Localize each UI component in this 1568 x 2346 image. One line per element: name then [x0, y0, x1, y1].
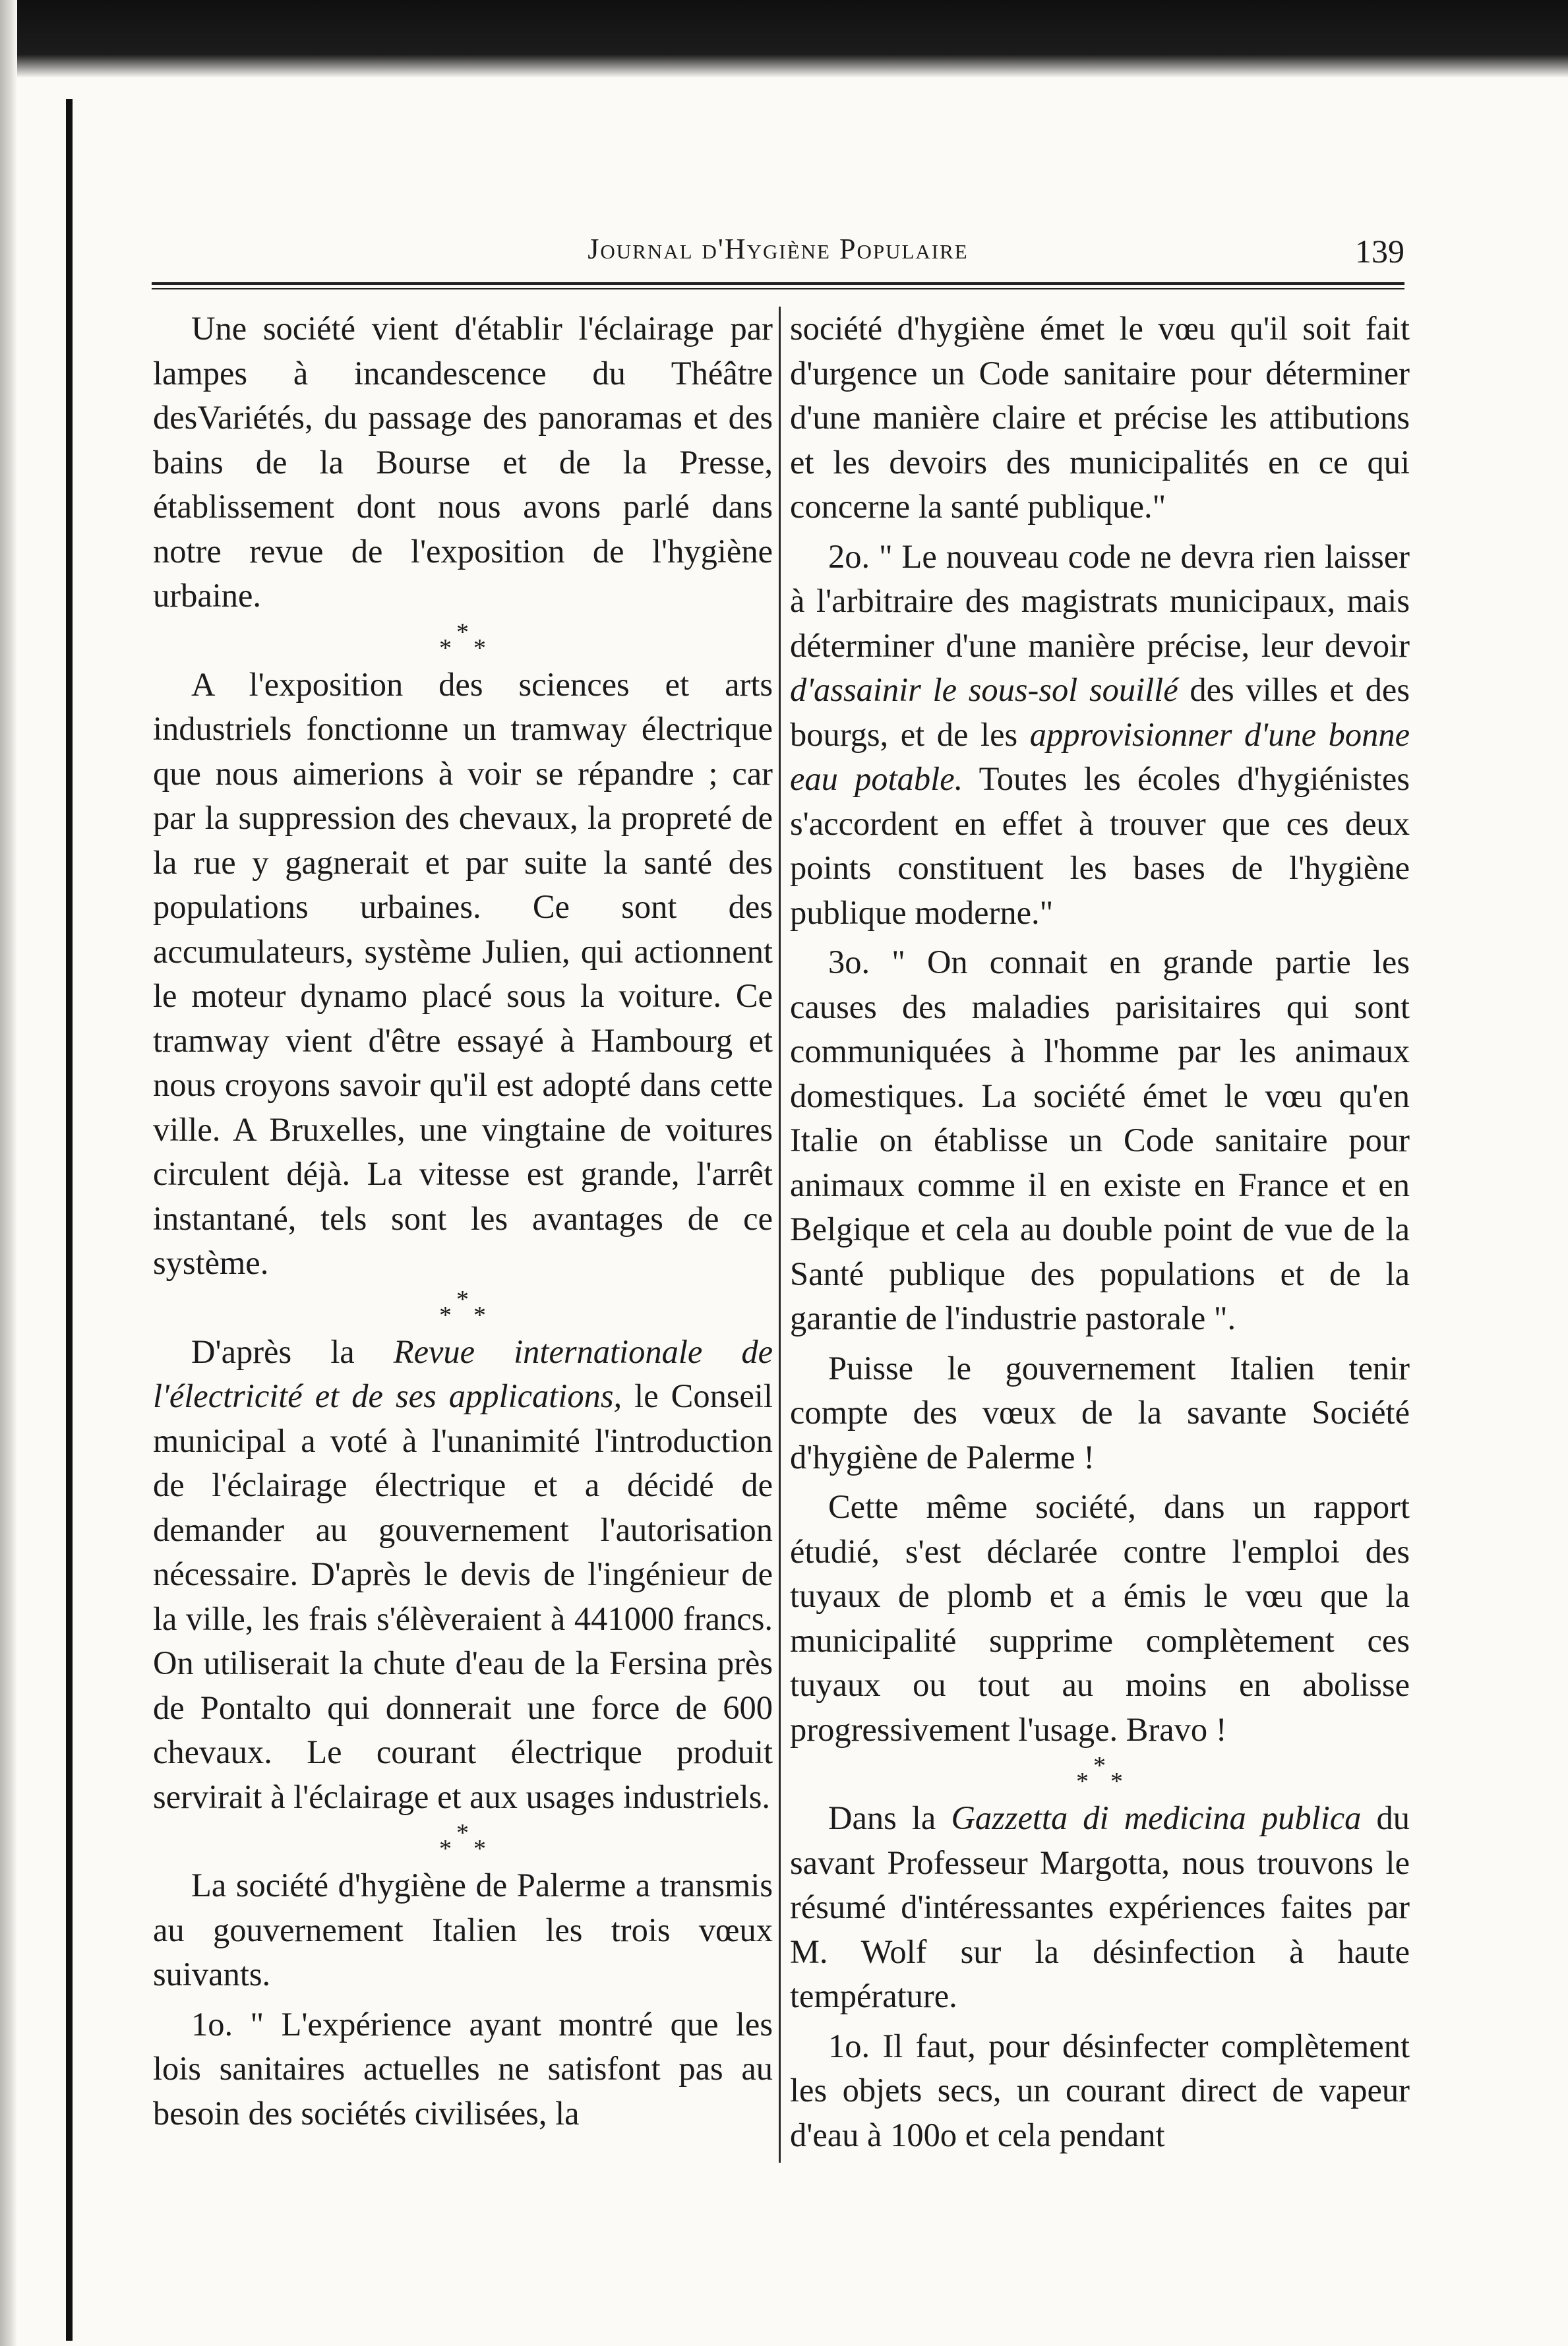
left-column	[153, 307, 773, 2136]
section-separator	[153, 618, 773, 663]
right-column	[790, 307, 1410, 2157]
text-run: D'après la	[191, 1333, 394, 1370]
text-run: Toutes les écoles d'hygiénistes s'accordent en effet à trouver que ces deux points constituent les bases de l'hygiène publique moderne."	[790, 760, 1410, 931]
asterisk: *	[1110, 1768, 1123, 1795]
asterisk: *	[456, 1285, 469, 1313]
paragraph-voeu-1-continued: société d'hygiène émet le vœu qu'il soit fait d'urgence un Code sanitaire pour déterminer d'une manière claire et précise les attibutions et les devoirs des municipalités en ce qui concerne la santé publique."	[790, 310, 1410, 525]
asterisk: *	[473, 1301, 486, 1329]
header-rule	[152, 282, 1404, 285]
asterisk: *	[1093, 1752, 1106, 1780]
page-number: 139	[1355, 233, 1404, 270]
paragraph-conseil-municipal	[153, 1330, 773, 1820]
section-separator	[153, 1819, 773, 1863]
emphasis: approvisionner d'une bonne eau potable.	[790, 715, 1410, 797]
text-run: 2o. " Le nouveau code ne devra rien laisser à l'arbitraire des magistrats municipaux, mais déterminer d'une manière précise, leur devoir	[790, 537, 1410, 664]
binding-line	[66, 99, 73, 2341]
paragraph-tramway: A l'exposition des sciences et arts industriels fonctionne un tramway électrique que nous aimerions à voir se répandre ; car par la suppression des chevaux, la propreté de la rue y gagnerait et par suite la santé des populations urbaines. Ce sont des accumulateurs, système Julien, qui actionnent le moteur dynamo placé sous la voiture. Ce tramway vient d'être essayé à Hambourg et nous croyons savoir qu'il est adopté dans cette ville. A Bruxelles, une vingtaine de voitures circulent déjà. La vitesse est grande, l'arrêt instantané, tels sont les avantages de ce système.	[153, 665, 773, 1281]
journal-reference: Revue internationale de l'électricité et de ses applications,	[153, 1333, 773, 1414]
asterisk: *	[439, 1835, 452, 1863]
text-run: le Conseil municipal a voté à l'unanimité l'introduction de l'éclairage électrique et a décidé de demander au gouvernement l'autorisation nécessaire. D'après le devis de l'ingénieur de la ville, les frais s'élèveraient à 441000 francs. On utiliserait la chute d'eau de la Fersina près de Pontalto qui donnerait une force de 600 chevaux. Le courant électrique produit servirait à l'éclairage et aux usages industriels.	[153, 1377, 773, 1815]
text-run: des villes et des bourgs, et de les	[790, 671, 1410, 753]
journal-reference: Gazzetta di medicina publica	[951, 1799, 1362, 1836]
asterisk: *	[473, 634, 486, 662]
paragraph-voeu-2	[790, 535, 1410, 936]
asterisk: *	[439, 1301, 452, 1329]
running-header	[152, 232, 1404, 278]
paragraph-gazzetta	[790, 1796, 1410, 2019]
asterisk: *	[439, 634, 452, 662]
paragraph-palerme: La société d'hygiène de Palerme a transmis au gouvernement Italien les trois vœux suivants.	[153, 1867, 773, 1993]
text-run: du savant Professeur Margotta, nous trouvons le résumé d'intéressantes expériences faites par M. Wolf sur la désinfection à haute température.	[790, 1799, 1410, 2014]
column-divider	[779, 307, 781, 2163]
asterisk: *	[456, 1819, 469, 1847]
paragraph-desinfection-1: 1o. Il faut, pour désinfecter complètement les objets secs, un courant direct de vapeur d'eau à 100o et cela pendant	[790, 2027, 1410, 2153]
asterisk: *	[1076, 1768, 1089, 1795]
header-rule-thin	[152, 288, 1404, 289]
paragraph-voeu-3: 3o. " On connait en grande partie les causes des maladies parisitaires qui sont communiquées à l'homme par les animaux domestiques. La société émet le vœu qu'en Italie on établisse un Code sanitaire pour animaux comme il en existe en France et en Belgique et cela au double point de vue de la Santé publique des populations et de la garantie de l'industrie pastorale ".	[790, 944, 1410, 1337]
emphasis: d'assainir le sous-sol souillé	[790, 671, 1178, 708]
paragraph-eclairage: Une société vient d'établir l'éclairage par lampes à incandescence du Théâtre desVariétés, du passage des panoramas et des bains de la Bourse et de la Presse, établissement dont nous avons parlé dans notre revue de l'exposition de l'hygiène urbaine.	[153, 310, 773, 614]
text-run: Dans la	[828, 1799, 951, 1836]
journal-title: Journal d'Hygiène Populaire	[588, 233, 969, 265]
asterisk: *	[456, 618, 469, 646]
paragraph-puisse: Puisse le gouvernement Italien tenir compte des vœux de la savante Société d'hygiène de Palerme !	[790, 1349, 1410, 1476]
section-separator	[153, 1286, 773, 1330]
scan-page-edge	[0, 0, 17, 2346]
paragraph-voeu-1: 1o. " L'expérience ayant montré que les lois sanitaires actuelles ne satisfont pas au besoin des sociétés civilisées, la	[153, 2005, 773, 2132]
scan-top-band	[0, 0, 1568, 78]
asterisk: *	[473, 1835, 486, 1863]
paragraph-tuyaux-plomb: Cette même société, dans un rapport étudié, s'est déclarée contre l'emploi des tuyaux de plomb et a émis le vœu que la municipalité supprime complètement ces tuyaux ou tout au moins en abolisse progressivement l'usage. Bravo !	[790, 1488, 1410, 1748]
section-separator	[790, 1752, 1410, 1796]
